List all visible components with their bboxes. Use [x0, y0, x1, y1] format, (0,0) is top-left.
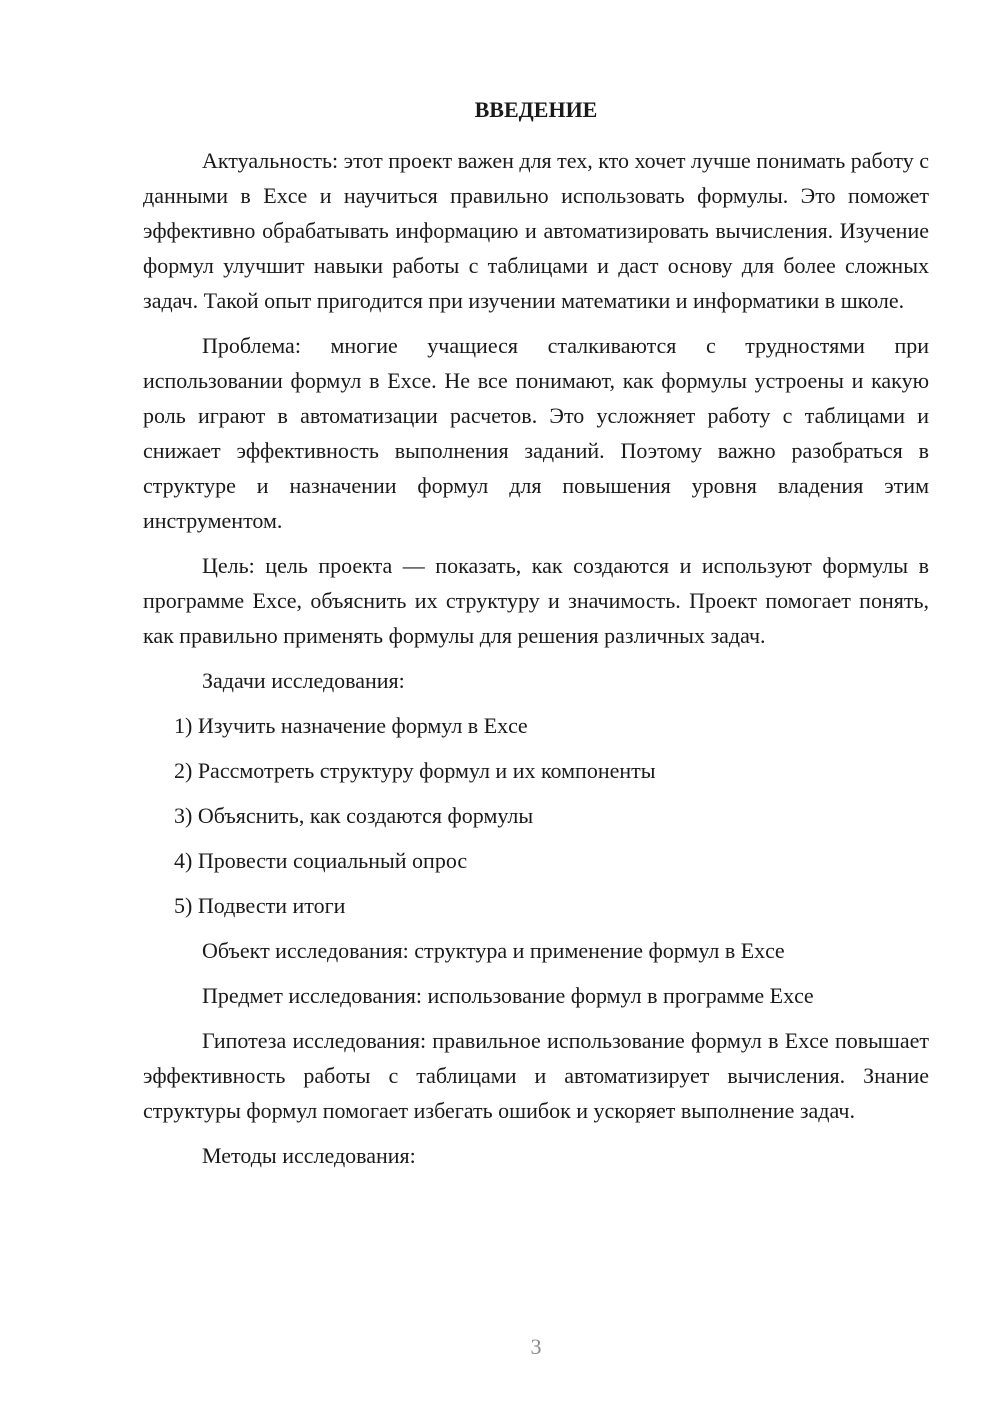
hypothesis-paragraph: Гипотеза исследования: правильное использование формул в Exce повышает эффективность работы с таблицами и автоматизирует вычисления. Знание структуры формул помогает избегать ошибок и ускоряет выполнение задач. [143, 1028, 929, 1123]
list-item: 4) Провести социальный опрос [174, 848, 468, 873]
tasks-heading: Задачи исследования: [202, 668, 405, 693]
problem-paragraph: Проблема: многие учащиеся сталкиваются с трудностями при использовании формул в Exce. Не все понимают, как формулы устроены и какую роль играют в автоматизации расчетов. Это усложняет работу с таблицами и снижает эффективность выполнения заданий. Поэтому важно разобраться в структуре и назначении формул для повышения уровня владения этим инструментом. [143, 333, 929, 533]
object-paragraph: Объект исследования: структура и применение формул в Exce [202, 938, 785, 963]
list-item: 3) Объяснить, как создаются формулы [174, 803, 534, 828]
methods-heading: Методы исследования: [202, 1143, 416, 1168]
list-item: 5) Подвести итоги [174, 893, 346, 918]
tasks-list [143, 708, 929, 923]
page-number: 3 [530, 1334, 542, 1359]
subject-paragraph: Предмет исследования: использование формул в программе Exce [202, 983, 814, 1008]
document-body [143, 143, 929, 1183]
goal-paragraph: Цель: цель проекта — показать, как создаются и используют формулы в программе Exce, объяснить их структуру и значимость. Проект помогает понять, как правильно применять формулы для решения различных задач. [143, 553, 929, 648]
list-item: 1) Изучить назначение формул в Exce [174, 713, 528, 738]
list-item: 2) Рассмотреть структуру формул и их компоненты [174, 758, 656, 783]
page-title: ВВЕДЕНИЕ [474, 97, 598, 122]
relevance-paragraph: Актуальность: этот проект важен для тех, кто хочет лучше понимать работу с данными в Exce и научиться правильно использовать формулы. Это поможет эффективно обрабатывать информацию и автоматизировать вычисления. Изучение формул улучшит навыки работы с таблицами и даст основу для более сложных задач. Такой опыт пригодится при изучении математики и информатики в школе. [143, 148, 929, 313]
